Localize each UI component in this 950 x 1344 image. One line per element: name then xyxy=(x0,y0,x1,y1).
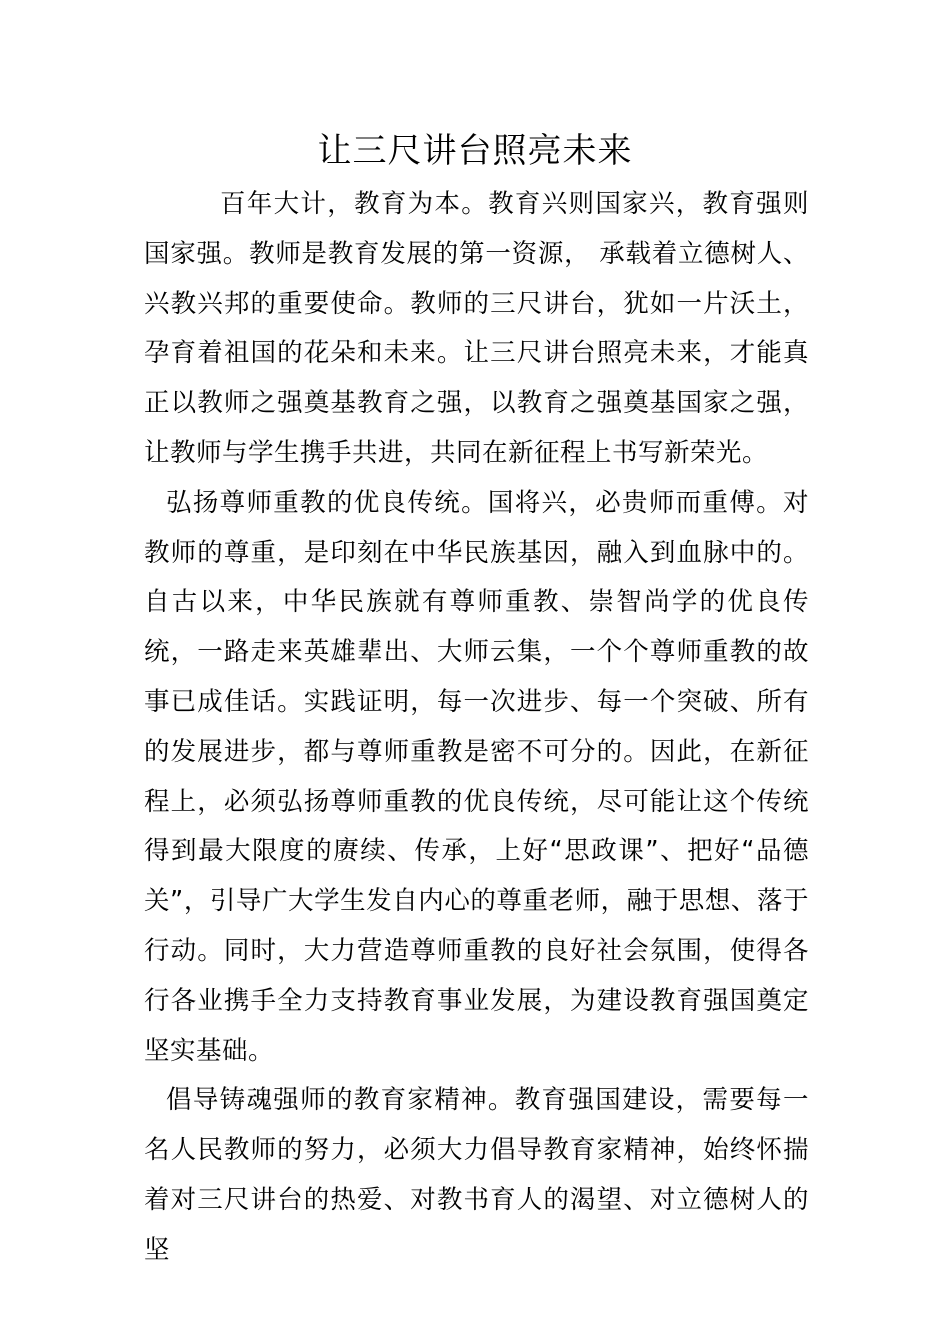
document-title: 让三尺讲台照亮未来 xyxy=(317,131,633,171)
paragraph-educator-spirit: 倡导铸魂强师的教育家精神。教育强国建设，需要每一名人民教师的努力，必须大力倡导教育家精神，始终怀揣着对三尺讲台的热爱、对教书育人的渴望、对立德树人的坚 xyxy=(144,1085,809,1265)
paragraph-respect-teachers: 弘扬尊师重教的优良传统。国将兴，必贵师而重傅。对教师的尊重，是印刻在中华民族基因，融入到血脉中的。自古以来，中华民族就有尊师重教、崇智尚学的优良传统，一路走来英雄辈出、大师云集，一个个尊师重教的故事已成佳话。实践证明，每一次进步、每一个突破、所有的发展进步，都与尊师重教是密不可分的。因此，在新征程上，必须弘扬尊师重教的优良传统，尽可能让这个传统得到最大限度的赓续、传承，上好“思政课”、把好“品德关”，引导广大学生发自内心的尊重老师，融于思想、落于行动。同时，大力营造尊师重教的良好社会氛围，使得各行各业携手全力支持教育事业发展，为建设教育强国奠定坚实基础。 xyxy=(144,487,809,1066)
paragraph-intro: 百年大计，教育为本。教育兴则国家兴，教育强则国家强。教师是教育发展的第一资源， 承载着立德树人、兴教兴邦的重要使命。教师的三尺讲台，犹如一片沃土，孕育着祖国的花朵和未来。让三尺讲台照亮未来，才能真正以教师之强奠基教育之强，以教育之强奠基国家之强，让教师与学生携手共进，共同在新征程上书写新荣光。 xyxy=(144,189,809,468)
document-body xyxy=(144,180,809,1276)
